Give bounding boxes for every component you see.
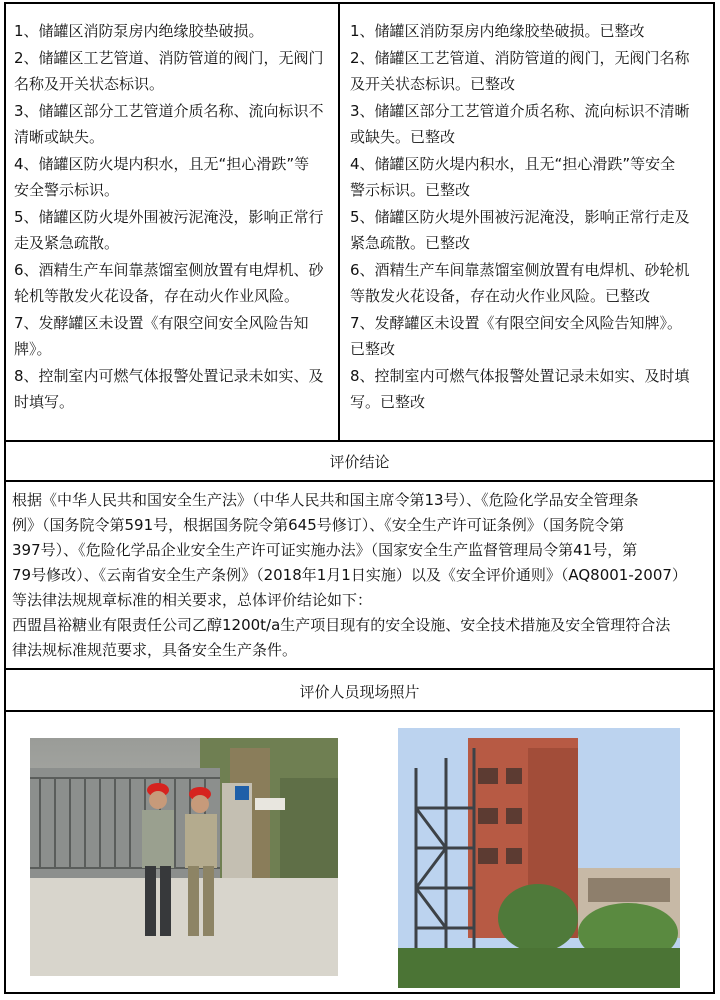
rectification-line: 写。已整改: [350, 393, 426, 411]
conclusion-heading: 评价结论: [6, 442, 713, 482]
issue-line: 名称及开关状态标识。: [14, 75, 165, 93]
conclusion-line: 397号）、《危险化学品企业安全生产许可证实施办法》（国家安全生产监督管理局令第41号，第: [12, 541, 638, 559]
issue-line: 清晰或缺失。: [14, 128, 105, 146]
photos-area: [6, 714, 713, 992]
photo-distillation-tower: [398, 728, 680, 988]
conclusion-line: 西盟昌裕糖业有限责任公司乙醇1200t/a生产项目现有的安全设施、安全技术措施及安全管理符合法: [12, 616, 671, 634]
issues-table: [6, 4, 713, 442]
rectification-line: 或缺失。已整改: [350, 128, 456, 146]
issue-line: 1、储罐区消防泵房内绝缘胶垫破损。: [14, 22, 264, 40]
issue-line: 4、储罐区防火堤内积水，且无“担心滑跌”等: [14, 154, 310, 173]
rectification-line: 6、酒精生产车间靠蒸馏室侧放置有电焊机、砂轮机: [350, 260, 690, 279]
issue-line: 6、酒精生产车间靠蒸馏室侧放置有电焊机、砂: [14, 260, 324, 279]
issue-line: 安全警示标识。: [14, 181, 120, 199]
issue-line: 走及紧急疏散。: [14, 234, 120, 252]
issue-line: 牌》。: [14, 340, 52, 358]
rectification-line: 4、储罐区防火堤内积水，且无“担心滑跌”等安全: [350, 154, 676, 173]
rectification-line: 7、发酵罐区未设置《有限空间安全风险告知牌》。: [350, 313, 683, 332]
issue-line: 轮机等散发火花设备，存在动火作业风险。: [14, 287, 300, 305]
rectification-line: 3、储罐区部分工艺管道介质名称、流向标识不清晰: [350, 101, 690, 120]
conclusion-line: 律法规标准规范要求，具备安全生产条件。: [12, 641, 298, 659]
rectification-column: [342, 4, 713, 440]
rectification-line: 8、控制室内可燃气体报警处置记录未如实、及时填: [350, 366, 690, 385]
conclusion-line: 等法律法规规章标准的相关要求，总体评价结论如下：: [12, 591, 373, 609]
issues-found-column: [6, 4, 340, 440]
issue-line: 2、储罐区工艺管道、消防管道的阀门，无阀门: [14, 48, 324, 67]
issue-line: 5、储罐区防火堤外围被污泥淹没，影响正常行: [14, 207, 324, 226]
rectification-line: 等散发火花设备，存在动火作业风险。已整改: [350, 287, 651, 305]
rectification-line: 已整改: [350, 340, 396, 358]
rectification-line: 紧急疏散。已整改: [350, 234, 471, 252]
photo-tower-image: [398, 728, 680, 988]
rectification-line: 及开关状态标识。已整改: [350, 75, 516, 93]
rectification-line: 警示标识。已整改: [350, 181, 471, 199]
issue-line: 7、发酵罐区未设置《有限空间安全风险告知: [14, 313, 309, 332]
conclusion-line: 根据《中华人民共和国安全生产法》（中华人民共和国主席令第13号）、《危险化学品安全管理条: [12, 491, 639, 509]
issue-line: 时填写。: [14, 393, 75, 411]
photo-evaluators-image: [30, 738, 338, 976]
conclusion-line: 例》（国务院令第591号，根据国务院令第645号修订）、《安全生产许可证条例》（国务院令第: [12, 516, 625, 534]
issue-line: 3、储罐区部分工艺管道介质名称、流向标识不: [14, 101, 324, 120]
conclusion-body: [6, 484, 713, 670]
rectification-line: 5、储罐区防火堤外围被污泥淹没，影响正常行走及: [350, 207, 690, 226]
rectification-line: 1、储罐区消防泵房内绝缘胶垫破损。已整改: [350, 22, 645, 40]
issue-line: 8、控制室内可燃气体报警处置记录未如实、及: [14, 366, 324, 385]
report-sheet: [4, 2, 715, 994]
rectification-line: 2、储罐区工艺管道、消防管道的阀门，无阀门名称: [350, 48, 690, 67]
photos-heading: 评价人员现场照片: [6, 672, 713, 712]
conclusion-line: 79号修改）、《云南省安全生产条例》（2018年1月1日实施）以及《安全评价通则》（AQ8001-2007）: [12, 566, 687, 584]
photo-evaluators-at-gate: [30, 738, 338, 976]
